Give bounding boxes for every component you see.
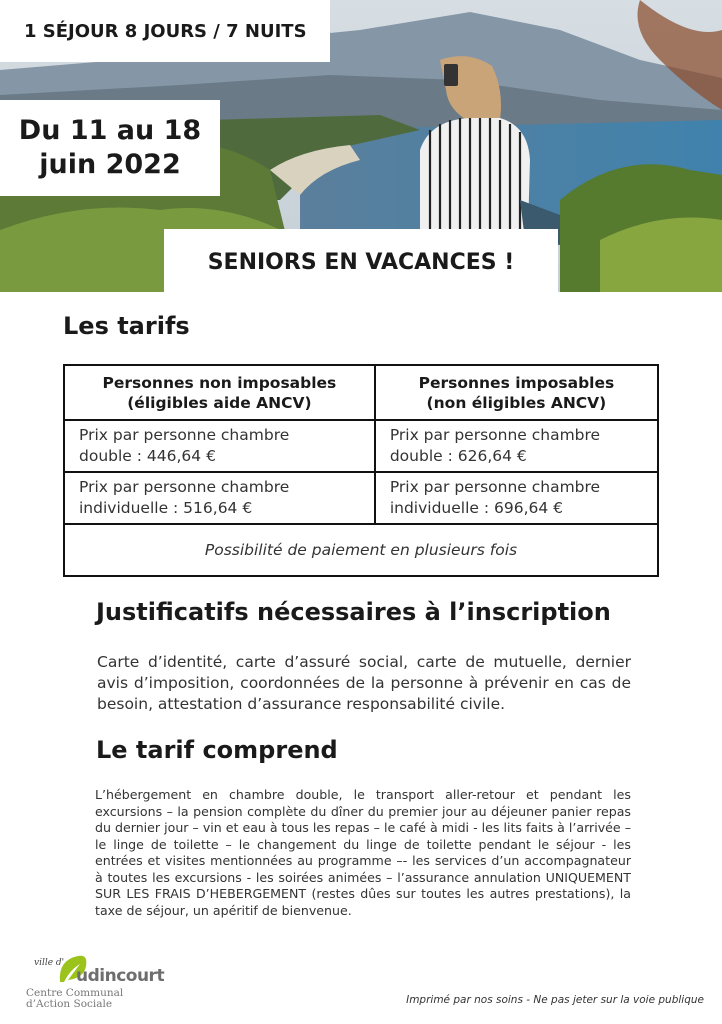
logo-name: udincourt (76, 966, 165, 986)
price-cell (64, 472, 375, 524)
table-row (64, 420, 658, 472)
price-label: Prix par personne chambre (389, 478, 601, 496)
logo-subtitle-1: Centre Communal (26, 987, 124, 999)
ccas-logo (20, 952, 180, 1010)
dates-line-2: juin 2022 (39, 149, 181, 180)
tarifs-heading: Les tarifs (63, 312, 190, 340)
table-row (64, 524, 658, 576)
payment-note: Possibilité de paiement en plusieurs fois (64, 524, 658, 576)
price-label: Prix par personne chambre (389, 426, 601, 444)
footer-note: Imprimé par nos soins - Ne pas jeter sur la voie publique (406, 994, 704, 1006)
comprend-text: L’hébergement en chambre double, le transport aller-retour et pendant les excursions – la pension complète du dîner du premier jour au déjeuner panier repas du dernier jour – vin et eau à tous les repas – le café à midi - les lits faits à l’arrivée – le linge de toilette – le changement du linge de toilette pendant le séjour - les entrées et visites mentionnées au programme –- les services d’un accompagnateur à toutes les excursions - les soirées animées – l’assurance annulation UNIQUEMENT SUR LES FRAIS D’HEBERGEMENT (restes dûes sur toutes les autres prestations), la taxe de séjour, un apéritif de bienvenue. (95, 787, 631, 918)
tarifs-table (63, 364, 659, 577)
justificatifs-text: Carte d’identité, carte d’assuré social, carte de mutuelle, dernier avis d’imposition, coordonnées de la personne à prévenir en cas de besoin, attestation d’assurance responsabilité civile. (97, 653, 631, 713)
dates-line-1: Du 11 au 18 (18, 115, 202, 146)
header-subtext: (éligibles aide ANCV) (127, 393, 312, 412)
header-text: Personnes non imposables (102, 373, 337, 392)
price-label: Prix par personne chambre (79, 426, 290, 444)
price-value: double : 626,64 € (389, 447, 527, 465)
header-subtext: (non éligibles ANCV) (426, 393, 607, 412)
dates-badge (0, 100, 220, 196)
price-cell (64, 420, 375, 472)
column-header-imposables (375, 365, 658, 420)
justificatifs-heading: Justificatifs nécessaires à l’inscription (96, 598, 611, 626)
column-header-non-imposables (64, 365, 375, 420)
comprend-heading: Le tarif comprend (96, 736, 338, 764)
logo-subtitle-2: d’Action Sociale (26, 998, 113, 1010)
duration-badge: 1 SÉJOUR 8 JOURS / 7 NUITS (0, 0, 330, 62)
header-text: Personnes imposables (418, 373, 615, 392)
price-value: individuelle : 516,64 € (79, 499, 253, 517)
page-title: SENIORS EN VACANCES ! (164, 229, 558, 292)
price-value: individuelle : 696,64 € (389, 499, 564, 517)
table-header-row (64, 365, 658, 420)
price-label: Prix par personne chambre (79, 478, 290, 496)
price-value: double : 446,64 € (79, 447, 216, 465)
price-cell (375, 472, 658, 524)
logo-ville: ville d' (34, 958, 65, 968)
table-row (64, 472, 658, 524)
price-cell (375, 420, 658, 472)
